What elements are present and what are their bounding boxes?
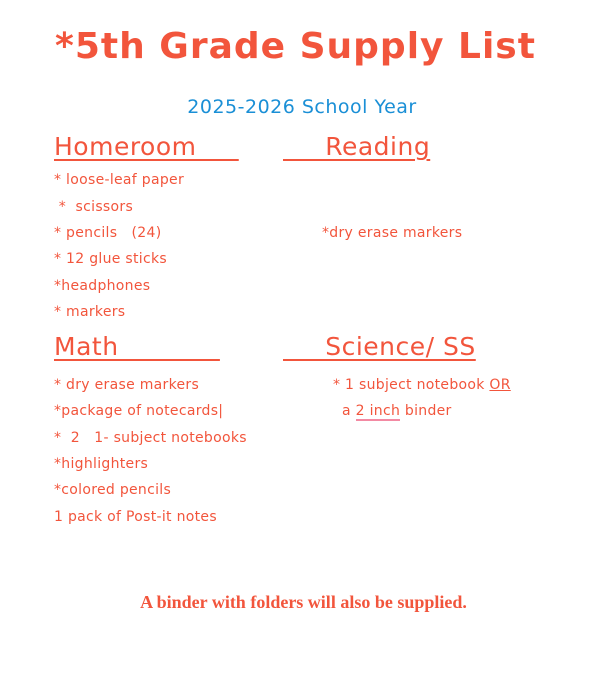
science-ss-item-notebook <box>333 377 511 393</box>
math-item: *highlighters <box>54 456 149 472</box>
math-item: * dry erase markers <box>54 377 200 393</box>
science-ss-notebook-text: * 1 subject notebook <box>333 377 490 393</box>
reading-item: *dry erase markers <box>322 225 463 241</box>
homeroom-item: * loose-leaf paper <box>54 172 185 188</box>
reading-heading: Reading <box>283 132 431 161</box>
homeroom-item: * markers <box>54 304 126 320</box>
homeroom-item: * scissors <box>54 199 134 215</box>
science-ss-heading: Science/ SS <box>283 332 476 361</box>
binder-note: A binder with folders will also be supplied. <box>140 592 467 612</box>
binder-prefix-text: a <box>342 403 356 419</box>
or-text: OR <box>489 377 511 393</box>
math-item: *package of notecards| <box>54 403 224 419</box>
math-item: 1 pack of Post-it notes <box>54 509 217 525</box>
binder-size-text: 2 inch <box>355 403 401 419</box>
math-item: * 2 1- subject notebooks <box>54 430 247 446</box>
math-item: *colored pencils <box>54 482 172 498</box>
math-heading: Math <box>54 332 220 361</box>
page-title: *5th Grade Supply List <box>55 26 536 67</box>
homeroom-item: *headphones <box>54 278 151 294</box>
science-ss-item-binder <box>342 403 452 419</box>
homeroom-item: * pencils (24) <box>54 225 162 241</box>
binder-suffix-text: binder <box>400 403 452 419</box>
homeroom-heading: Homeroom <box>54 132 239 161</box>
homeroom-item: * 12 glue sticks <box>54 251 167 267</box>
school-year-subtitle: 2025-2026 School Year <box>187 96 417 118</box>
